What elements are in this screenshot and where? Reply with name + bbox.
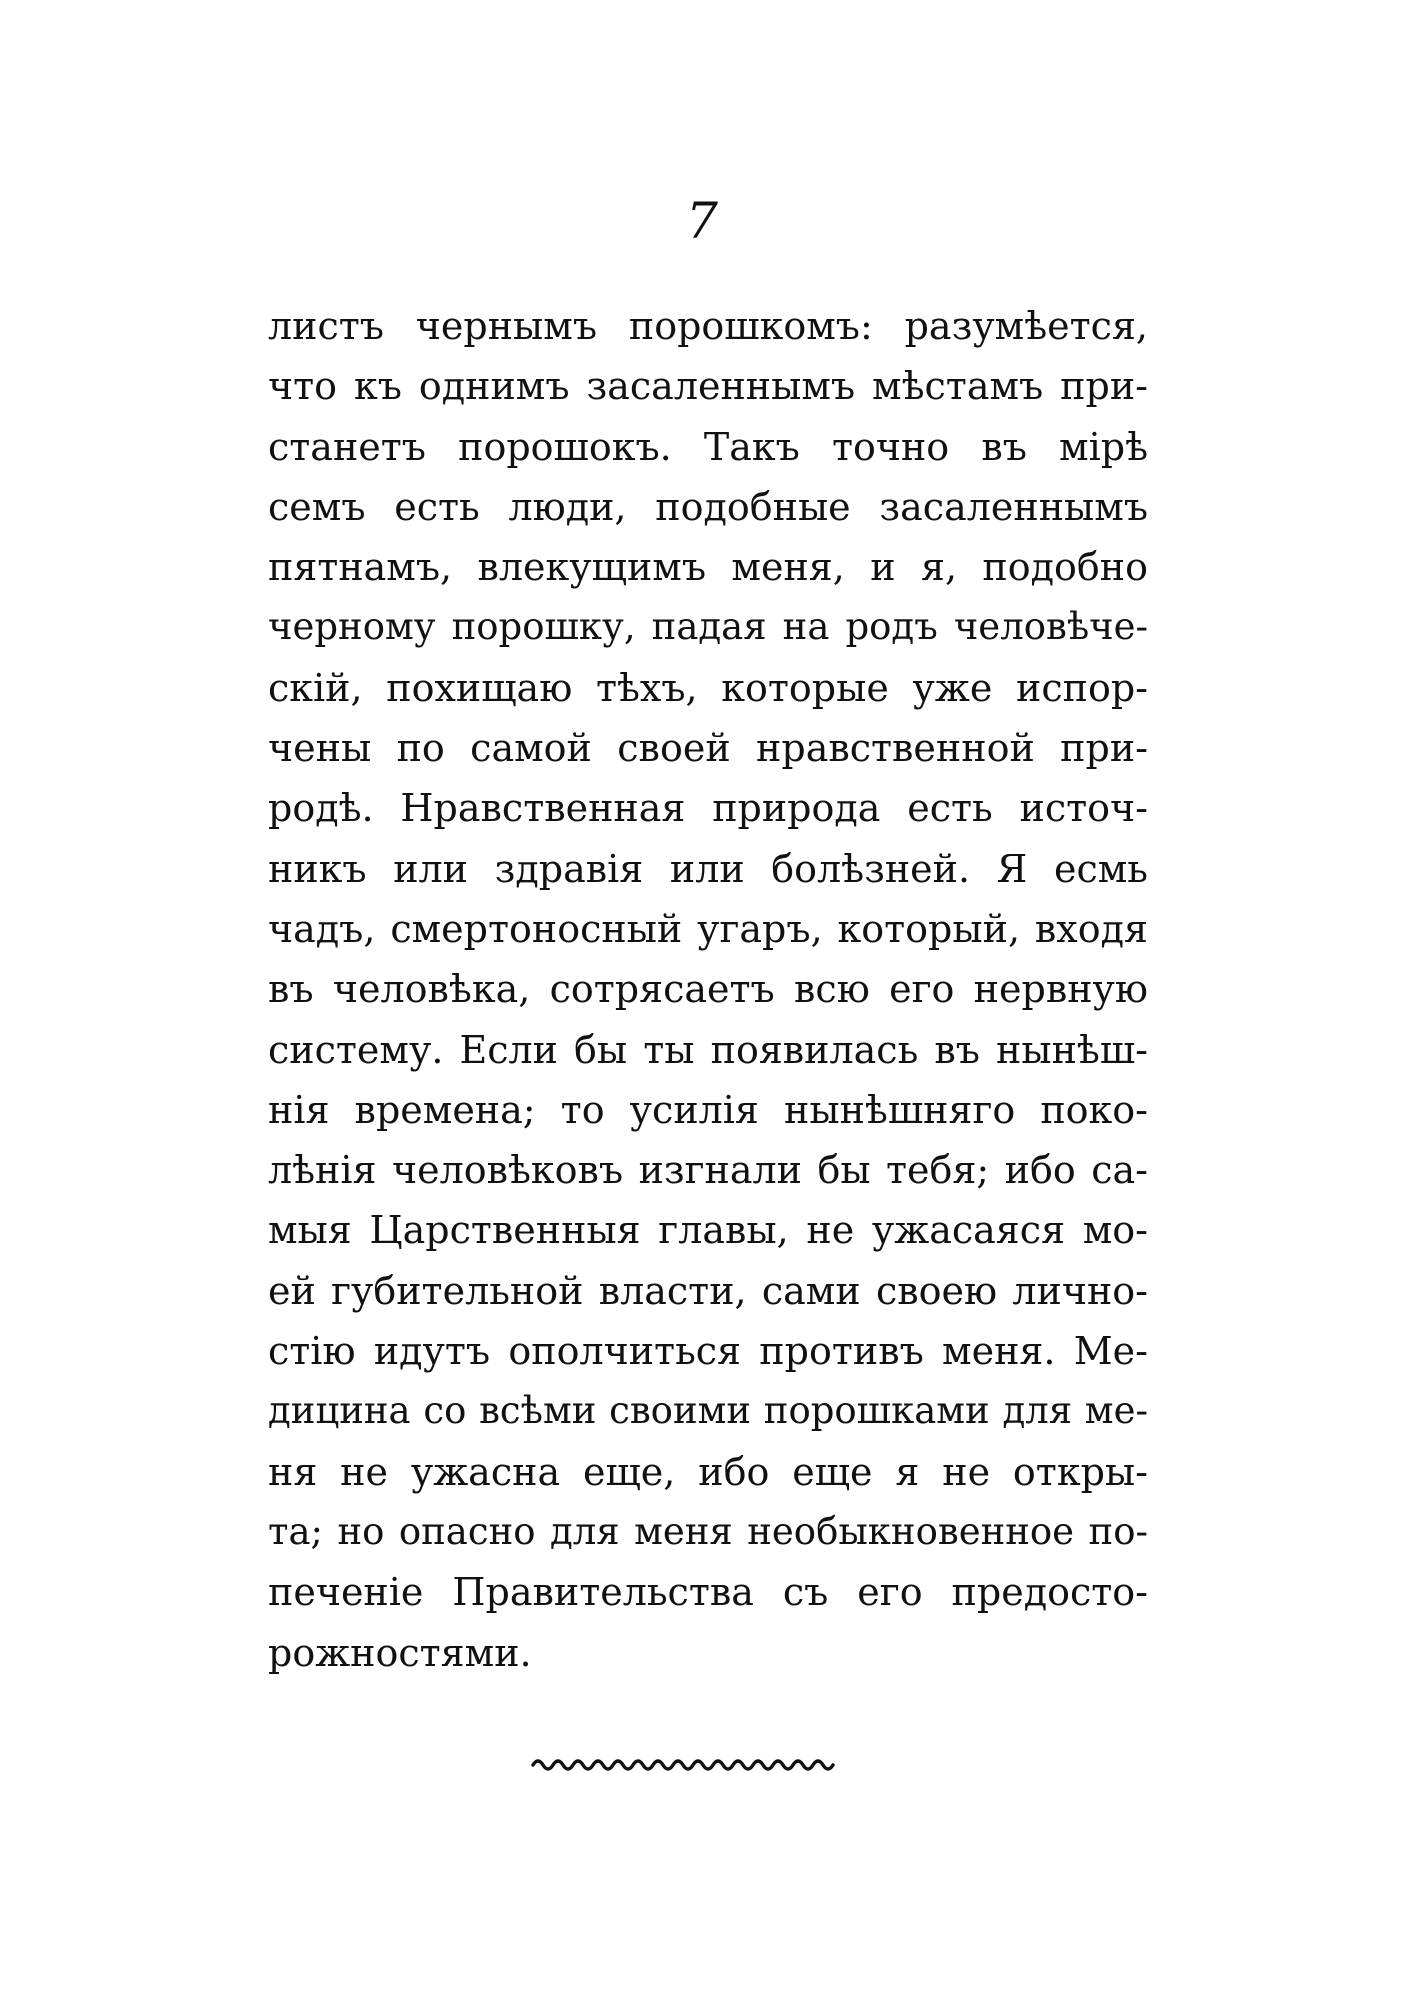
text-line: лѣнія человѣковъ изгнали бы тебя; ибо са- xyxy=(268,1148,1148,1193)
text-line: стію идутъ ополчиться противъ меня. Ме- xyxy=(268,1329,1148,1374)
text-line: пятнамъ, влекущимъ меня, и я, подобно xyxy=(268,545,1148,590)
text-line: рожностями. xyxy=(268,1630,532,1675)
text-line: мыя Царственныя главы, не ужасаяся мо- xyxy=(268,1208,1148,1253)
text-line: печеніе Правительства съ его предосто- xyxy=(268,1570,1148,1615)
body-text xyxy=(268,296,1148,1683)
text-line: та; но опасно для меня необыкновенное по- xyxy=(268,1509,1148,1553)
text-line: ня не ужасна еще, ибо еще я не откры- xyxy=(268,1449,1148,1494)
wavy-rule-ornament xyxy=(531,1754,841,1776)
text-line: черному порошку, падая на родъ человѣче- xyxy=(268,605,1148,649)
page-number: 7 xyxy=(686,192,718,250)
text-line: станетъ порошокъ. Такъ точно въ мірѣ xyxy=(268,424,1148,469)
text-line: чадъ, смертоносный угаръ, который, входя xyxy=(268,906,1148,951)
text-line: семъ есть люди, подобные засаленнымъ xyxy=(268,484,1148,529)
text-line: въ человѣка, сотрясаетъ всю его нервную xyxy=(268,967,1148,1012)
text-line: нія времена; то усилія нынѣшняго поко- xyxy=(268,1087,1148,1132)
text-line: ей губительной власти, сами своею лично- xyxy=(268,1268,1148,1313)
text-line: систему. Если бы ты появилась въ нынѣш- xyxy=(268,1027,1148,1072)
text-line: дицина со всѣми своими порошками для ме- xyxy=(268,1389,1148,1433)
text-line: скій, похищаю тѣхъ, которые уже испор- xyxy=(268,665,1148,710)
text-line: что къ однимъ засаленнымъ мѣстамъ при- xyxy=(268,364,1148,409)
text-line: никъ или здравія или болѣзней. Я есмь xyxy=(268,846,1148,891)
text-line: чены по самой своей нравственной при- xyxy=(268,726,1148,771)
text-line: родѣ. Нравственная природа есть источ- xyxy=(268,786,1148,831)
text-line: листъ чернымъ порошкомъ: разумѣется, xyxy=(268,304,1148,348)
